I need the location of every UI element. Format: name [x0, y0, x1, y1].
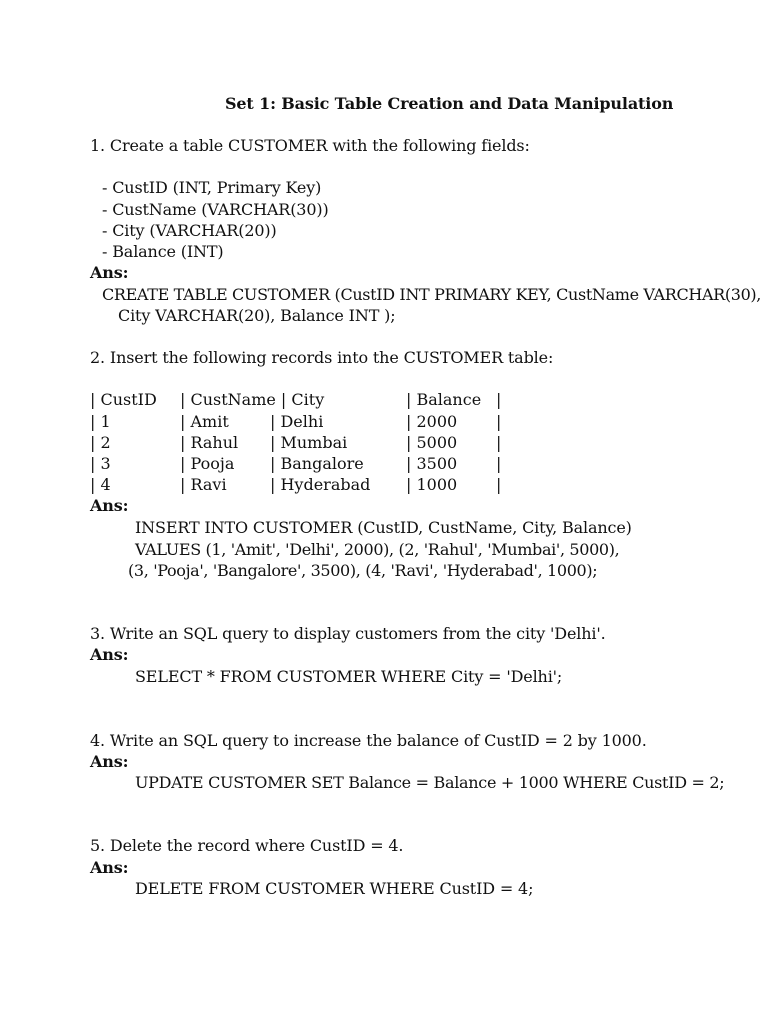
answer-label: Ans:: [90, 858, 129, 877]
answer-5: DELETE FROM CUSTOMER WHERE CustID = 4;: [135, 879, 534, 898]
answer-4: UPDATE CUSTOMER SET Balance = Balance + 1000 WHERE CustID = 2;: [135, 773, 725, 792]
field-item: - City (VARCHAR(20)): [102, 221, 277, 240]
answer-1-line-1: CREATE TABLE CUSTOMER (CustID INT PRIMARY KEY, CustName VARCHAR(30),: [102, 285, 762, 304]
field-item: - CustName (VARCHAR(30)): [102, 200, 329, 219]
table-cell: | Rahul: [180, 433, 239, 452]
answer-label: Ans:: [90, 645, 129, 664]
field-item: - Balance (INT): [102, 242, 224, 261]
table-cell: |: [496, 454, 502, 473]
answer-label: Ans:: [90, 263, 129, 282]
table-cell: | 2: [90, 433, 111, 452]
table-header-cell: | CustID: [90, 390, 157, 409]
answer-2-line-1: INSERT INTO CUSTOMER (CustID, CustName, City, Balance): [135, 518, 632, 537]
table-cell: | Pooja: [180, 454, 235, 473]
page-title: Set 1: Basic Table Creation and Data Manipulation: [225, 94, 674, 113]
answer-2-line-3: (3, 'Pooja', 'Bangalore', 3500), (4, 'Ravi', 'Hyderabad', 1000);: [128, 561, 598, 580]
table-cell: | 5000: [406, 433, 458, 452]
table-header-cell: | CustName | City: [180, 390, 325, 409]
table-cell: | 3: [90, 454, 111, 473]
question-4: 4. Write an SQL query to increase the balance of CustID = 2 by 1000.: [90, 731, 647, 750]
table-cell: | 4: [90, 475, 111, 494]
table-header-cell: |: [496, 390, 502, 409]
question-2: 2. Insert the following records into the CUSTOMER table:: [90, 348, 554, 367]
answer-2-line-2: VALUES (1, 'Amit', 'Delhi', 2000), (2, 'Rahul', 'Mumbai', 5000),: [135, 540, 620, 559]
table-cell: |: [496, 433, 502, 452]
question-5: 5. Delete the record where CustID = 4.: [90, 836, 404, 855]
question-3: 3. Write an SQL query to display customers from the city 'Delhi'.: [90, 624, 606, 643]
table-cell: | Mumbai: [270, 433, 348, 452]
question-1: 1. Create a table CUSTOMER with the following fields:: [90, 136, 530, 155]
table-header-cell: | Balance: [406, 390, 482, 409]
table-cell: | 1: [90, 412, 111, 431]
answer-3: SELECT * FROM CUSTOMER WHERE City = 'Delhi';: [135, 667, 563, 686]
answer-label: Ans:: [90, 496, 129, 515]
table-cell: | Hyderabad: [270, 475, 371, 494]
field-item: - CustID (INT, Primary Key): [102, 178, 322, 197]
table-cell: | 2000: [406, 412, 458, 431]
table-cell: | Delhi: [270, 412, 324, 431]
table-cell: | Amit: [180, 412, 229, 431]
table-cell: | Ravi: [180, 475, 227, 494]
table-cell: |: [496, 475, 502, 494]
table-cell: |: [496, 412, 502, 431]
table-cell: | 1000: [406, 475, 458, 494]
table-cell: | 3500: [406, 454, 458, 473]
answer-1-line-2: City VARCHAR(20), Balance INT );: [118, 306, 396, 325]
table-cell: | Bangalore: [270, 454, 364, 473]
answer-label: Ans:: [90, 752, 129, 771]
